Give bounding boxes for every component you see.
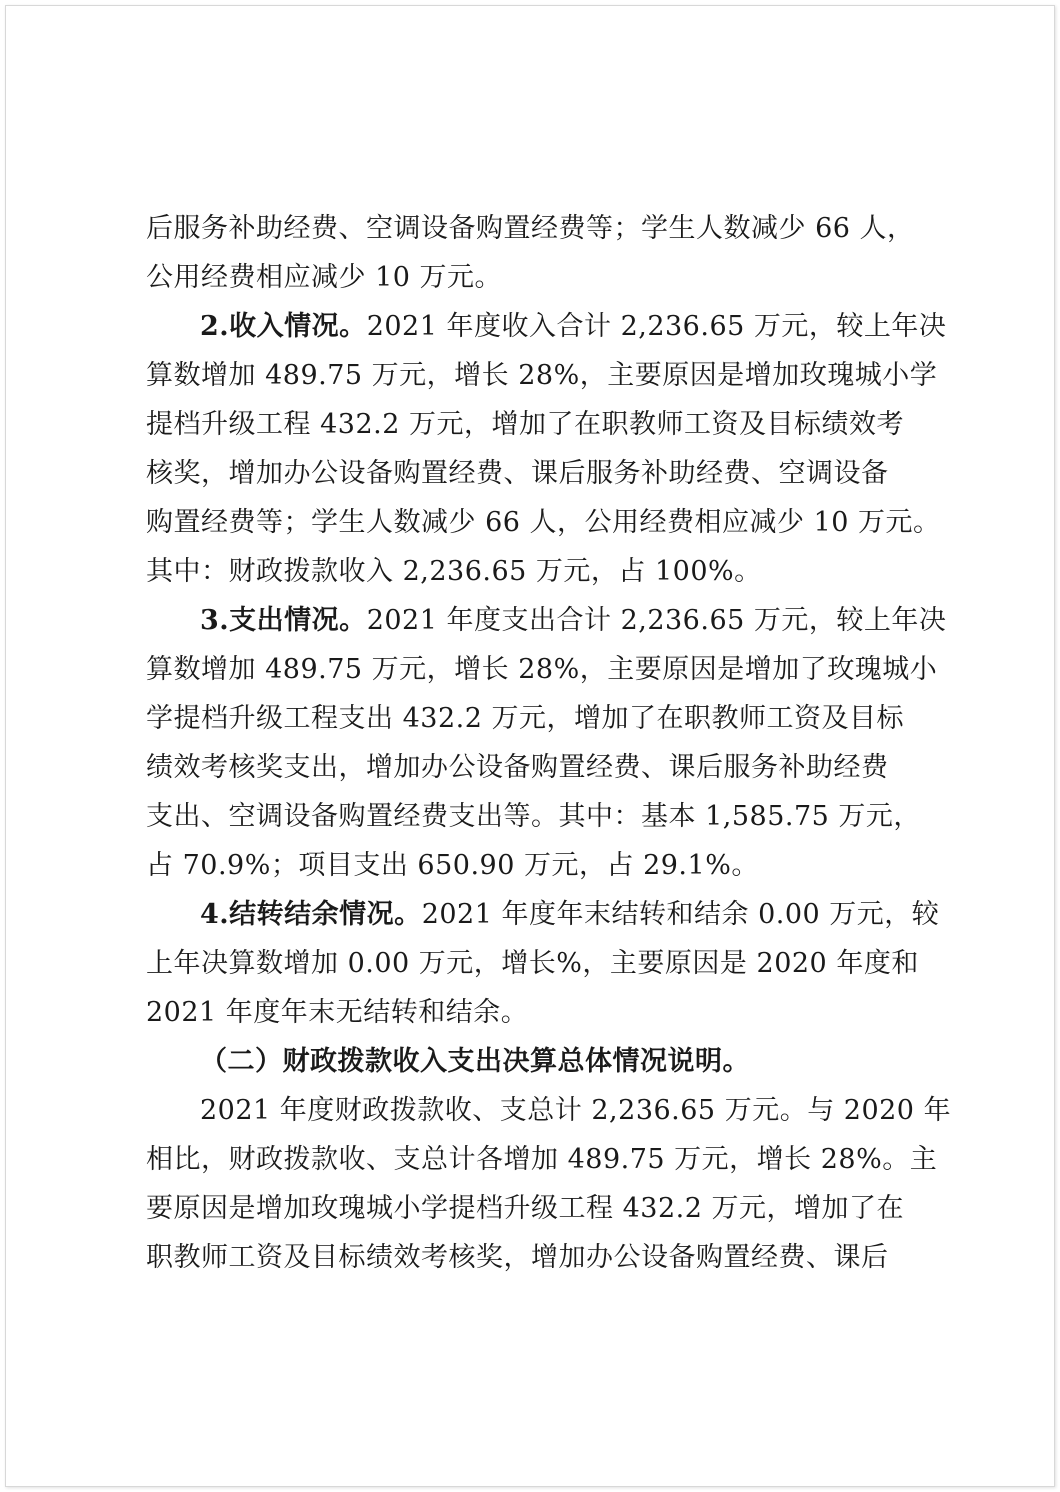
section-income-text: 2021 年度收入合计 2,236.65 万元，较上年决 xyxy=(366,311,947,342)
section-carryover-line xyxy=(200,895,990,935)
paragraph-line: 支出、空调设备购置经费支出等。其中：基本 1,585.75 万元， xyxy=(146,801,921,832)
section-carryover-text: 2021 年度年末结转和结余 0.00 万元，较 xyxy=(421,899,940,930)
paragraph-line: 2021 年度财政拨款收、支总计 2,236.65 万元。与 2020 年 xyxy=(200,1095,952,1126)
paragraph-line: 核奖，增加办公设备购置经费、课后服务补助经费、空调设备 xyxy=(146,458,889,489)
paragraph-line: 相比，财政拨款收、支总计各增加 489.75 万元，增长 28%。主 xyxy=(146,1144,938,1175)
paragraph-line: 算数增加 489.75 万元，增长 28%，主要原因是增加玫瑰城小学 xyxy=(146,360,938,391)
paragraph-line: 购置经费等；学生人数减少 66 人，公用经费相应减少 10 万元。 xyxy=(146,507,941,538)
paragraph-line: 要原因是增加玫瑰城小学提档升级工程 432.2 万元，增加了在 xyxy=(146,1193,904,1224)
section-expense-text: 2021 年度支出合计 2,236.65 万元，较上年决 xyxy=(366,605,947,636)
paragraph-line: 绩效考核奖支出，增加办公设备购置经费、课后服务补助经费 xyxy=(146,752,889,783)
paragraph-line: 2021 年度年末无结转和结余。 xyxy=(146,997,529,1028)
paragraph-line: 占 70.9%；项目支出 650.90 万元，占 29.1%。 xyxy=(146,850,759,881)
paragraph-line: 后服务补助经费、空调设备购置经费等；学生人数减少 66 人， xyxy=(146,213,915,244)
section-two-title: （二）财政拨款收入支出决算总体情况说明。 xyxy=(200,1046,750,1077)
paragraph-line: 公用经费相应减少 10 万元。 xyxy=(146,262,503,293)
paragraph-line: 职教师工资及目标绩效考核奖，增加办公设备购置经费、课后 xyxy=(146,1242,889,1273)
section-expense-heading: 3.支出情况。 xyxy=(200,605,367,636)
section-expense-line xyxy=(200,601,990,641)
paragraph-line: 其中：财政拨款收入 2,236.65 万元，占 100%。 xyxy=(146,556,762,587)
paragraph-line: 学提档升级工程支出 432.2 万元，增加了在职教师工资及目标 xyxy=(146,703,904,734)
document-page xyxy=(5,5,1055,1487)
section-income-heading: 2.收入情况。 xyxy=(200,311,367,342)
section-carryover-heading: 4.结转结余情况。 xyxy=(200,899,422,930)
paragraph-line: 算数增加 489.75 万元，增长 28%，主要原因是增加了玫瑰城小 xyxy=(146,654,938,685)
section-income-line xyxy=(200,307,990,347)
paragraph-line: 提档升级工程 432.2 万元，增加了在职教师工资及目标绩效考 xyxy=(146,409,904,440)
paragraph-line: 上年决算数增加 0.00 万元，增长%，主要原因是 2020 年度和 xyxy=(146,948,919,979)
